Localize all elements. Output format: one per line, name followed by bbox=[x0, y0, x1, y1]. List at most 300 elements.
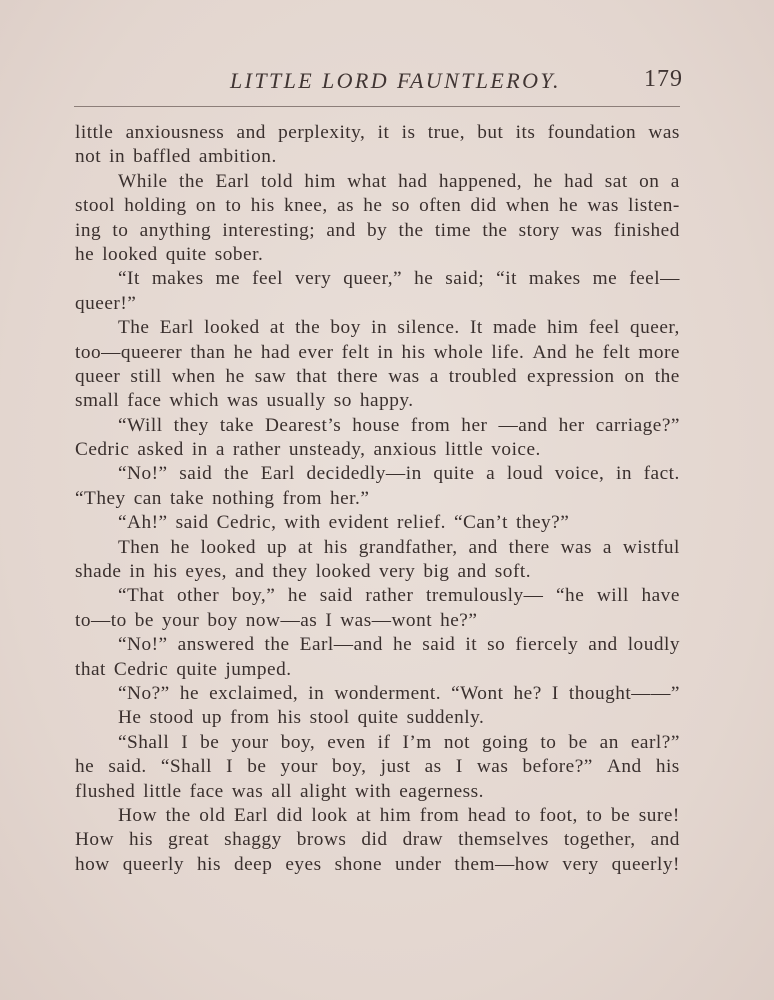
word: evident bbox=[328, 512, 389, 534]
word: he bbox=[414, 268, 434, 290]
word: rather bbox=[232, 439, 281, 461]
word: carriage?” bbox=[595, 414, 680, 436]
word: silence. bbox=[397, 317, 460, 339]
word: can bbox=[133, 487, 162, 509]
word: nothing bbox=[212, 487, 275, 509]
word: its bbox=[515, 122, 536, 143]
word: he bbox=[75, 756, 95, 778]
word: he bbox=[170, 536, 190, 558]
word: It bbox=[469, 317, 483, 339]
word: sat bbox=[604, 170, 628, 192]
word: look bbox=[311, 804, 348, 826]
text-line bbox=[75, 853, 680, 877]
word: still bbox=[130, 365, 162, 387]
word: “it bbox=[496, 268, 517, 290]
word: makes bbox=[151, 268, 204, 290]
word: looked bbox=[102, 243, 158, 265]
word: little bbox=[143, 780, 182, 802]
word: usually bbox=[266, 390, 326, 412]
word: perplexity, bbox=[278, 122, 366, 143]
word: eagerness. bbox=[399, 780, 484, 802]
word: be bbox=[200, 731, 220, 753]
word: voice, bbox=[554, 463, 605, 485]
word: him bbox=[547, 317, 579, 339]
word: and bbox=[457, 561, 487, 583]
text-line bbox=[75, 121, 680, 145]
text-line bbox=[75, 219, 680, 243]
word: said bbox=[175, 512, 209, 534]
word: very bbox=[379, 561, 416, 583]
word: did bbox=[470, 195, 497, 217]
word: have bbox=[641, 585, 680, 607]
word: which bbox=[169, 390, 220, 412]
word: Earl bbox=[233, 804, 269, 826]
word: when bbox=[505, 195, 550, 217]
word: what bbox=[347, 170, 387, 192]
word: his bbox=[196, 853, 221, 875]
word: ambition. bbox=[198, 146, 277, 168]
word: often bbox=[419, 195, 462, 217]
word: “It bbox=[118, 268, 140, 290]
word: he?” bbox=[440, 609, 478, 631]
word: boy, bbox=[280, 731, 316, 753]
word: “That bbox=[118, 585, 165, 607]
word: eyes, bbox=[185, 561, 228, 583]
word: under bbox=[395, 853, 442, 875]
word: a bbox=[670, 170, 680, 192]
word: troubled bbox=[448, 365, 518, 387]
text-line bbox=[75, 389, 680, 413]
word: made bbox=[493, 317, 537, 339]
text-line bbox=[75, 365, 680, 389]
word: me bbox=[592, 268, 618, 290]
word: “Will bbox=[118, 414, 163, 436]
word: “Shall bbox=[118, 731, 170, 753]
word: queer!” bbox=[75, 292, 137, 314]
word: did bbox=[361, 829, 388, 851]
word: foundation bbox=[547, 122, 637, 143]
text-line bbox=[75, 560, 680, 584]
word: in bbox=[191, 439, 208, 461]
word: he bbox=[533, 170, 553, 192]
word: his bbox=[129, 829, 154, 851]
word: told bbox=[260, 170, 293, 192]
word: take bbox=[169, 487, 205, 509]
word: true, bbox=[427, 122, 466, 143]
text-line bbox=[75, 511, 680, 535]
word: alight bbox=[300, 780, 347, 802]
word: And bbox=[532, 341, 568, 363]
word: was—wont bbox=[340, 609, 433, 631]
word: they bbox=[272, 561, 308, 583]
text-line bbox=[75, 706, 680, 730]
word: up bbox=[266, 536, 288, 558]
word: was bbox=[648, 122, 680, 143]
word: I bbox=[551, 682, 559, 704]
word: by bbox=[366, 219, 388, 241]
word: “Can’t bbox=[453, 512, 508, 534]
word: saw bbox=[254, 365, 287, 387]
word: decidedly—in bbox=[306, 463, 422, 485]
word: with bbox=[354, 780, 392, 802]
word: While bbox=[118, 170, 168, 192]
word: I’m bbox=[402, 731, 432, 753]
word: jumped. bbox=[225, 658, 292, 680]
word: old bbox=[199, 804, 226, 826]
word: the bbox=[295, 317, 321, 339]
word: queerly! bbox=[611, 853, 680, 875]
word: how bbox=[75, 853, 110, 875]
word: wonderment. bbox=[334, 682, 442, 704]
word: said; bbox=[445, 268, 485, 290]
word: from bbox=[410, 414, 451, 436]
word: shaggy bbox=[224, 829, 282, 851]
word: the bbox=[398, 219, 424, 241]
text-line bbox=[75, 292, 680, 316]
text-line bbox=[75, 780, 680, 804]
word: so bbox=[333, 390, 352, 412]
word: all bbox=[271, 780, 292, 802]
word: great bbox=[168, 829, 210, 851]
word: interesting; bbox=[222, 219, 316, 241]
word: “No!” bbox=[118, 634, 168, 656]
word: —and bbox=[498, 414, 548, 436]
word: in bbox=[615, 463, 632, 485]
word: was bbox=[587, 195, 619, 217]
word: quite bbox=[176, 658, 218, 680]
word: stood bbox=[149, 707, 194, 729]
word: fact. bbox=[643, 463, 680, 485]
word: happened, bbox=[438, 170, 523, 192]
word: queerly bbox=[122, 853, 185, 875]
word: “Ah!” bbox=[118, 512, 168, 534]
word: eyes bbox=[285, 853, 322, 875]
word: me bbox=[215, 268, 241, 290]
word: his bbox=[323, 536, 348, 558]
word: his bbox=[153, 561, 178, 583]
word: they?” bbox=[515, 512, 570, 534]
word: he bbox=[225, 365, 245, 387]
word: with bbox=[284, 512, 321, 534]
word: in bbox=[308, 682, 325, 704]
text-line bbox=[75, 731, 680, 755]
word: queer,” bbox=[343, 268, 403, 290]
word: was bbox=[560, 536, 593, 558]
word: before?” bbox=[522, 756, 593, 778]
word: in bbox=[129, 561, 146, 583]
word: he bbox=[233, 341, 253, 363]
word: the bbox=[264, 634, 290, 656]
word: your bbox=[161, 609, 200, 631]
word: stool bbox=[75, 195, 115, 217]
word: just bbox=[380, 756, 411, 778]
word: quite bbox=[165, 243, 207, 265]
text-line bbox=[75, 828, 680, 852]
word: baffled bbox=[133, 146, 191, 168]
word: to bbox=[112, 219, 129, 241]
word: was bbox=[231, 780, 264, 802]
word: head bbox=[467, 804, 507, 826]
word: was bbox=[476, 756, 509, 778]
text-line bbox=[75, 267, 680, 291]
word: earl?” bbox=[630, 731, 680, 753]
word: “No!” bbox=[118, 463, 168, 485]
word: foot, bbox=[539, 804, 578, 826]
word: and bbox=[650, 829, 680, 851]
word: he bbox=[75, 243, 95, 265]
word: had bbox=[260, 341, 291, 363]
text-line bbox=[75, 341, 680, 365]
word: not bbox=[75, 146, 102, 168]
text-line bbox=[75, 462, 680, 486]
word: boy bbox=[207, 609, 238, 631]
word: the bbox=[165, 804, 191, 826]
word: that bbox=[75, 658, 106, 680]
word: so bbox=[487, 634, 506, 656]
word: felt bbox=[602, 341, 631, 363]
word: he bbox=[179, 682, 200, 704]
word: than bbox=[190, 341, 226, 363]
word: it bbox=[377, 122, 390, 143]
word: him bbox=[304, 170, 336, 192]
word: sure! bbox=[638, 804, 680, 826]
word: was bbox=[570, 219, 603, 241]
word: is bbox=[401, 122, 416, 143]
text-line bbox=[75, 414, 680, 438]
word: said. bbox=[108, 756, 147, 778]
word: draw bbox=[402, 829, 444, 851]
word: him bbox=[379, 804, 412, 826]
word: boy,” bbox=[231, 585, 276, 607]
word: too—queerer bbox=[75, 341, 183, 363]
word: a bbox=[602, 536, 612, 558]
word: Earl bbox=[215, 170, 250, 192]
word: other bbox=[177, 585, 220, 607]
word: very bbox=[562, 853, 599, 875]
word: going bbox=[481, 731, 529, 753]
word: answered bbox=[177, 634, 255, 656]
word: boy bbox=[330, 317, 361, 339]
text-line bbox=[75, 584, 680, 608]
word: He bbox=[118, 707, 142, 729]
word: quite bbox=[433, 463, 475, 485]
word: grandfather, bbox=[358, 536, 458, 558]
word: “Shall bbox=[160, 756, 213, 778]
word: on bbox=[195, 195, 217, 217]
word: his bbox=[401, 341, 426, 363]
word: themselves bbox=[458, 829, 549, 851]
word: her bbox=[558, 414, 585, 436]
word: a bbox=[215, 439, 225, 461]
word: he bbox=[363, 195, 383, 217]
word: time bbox=[434, 219, 472, 241]
word: Cedric bbox=[75, 439, 130, 461]
word: the bbox=[223, 463, 250, 485]
word: be bbox=[134, 609, 154, 631]
word: expression bbox=[527, 365, 615, 387]
word: Dearest’s bbox=[264, 414, 342, 436]
text-line bbox=[75, 609, 680, 633]
word: as bbox=[424, 756, 442, 778]
text-line bbox=[75, 194, 680, 218]
word: he bbox=[558, 195, 579, 217]
word: anything bbox=[139, 219, 212, 241]
word: How bbox=[75, 829, 114, 851]
word: the bbox=[179, 170, 205, 192]
word: soft. bbox=[494, 561, 532, 583]
word: feel bbox=[588, 317, 620, 339]
word: at bbox=[298, 536, 313, 558]
word: at bbox=[356, 804, 372, 826]
word: anxious bbox=[373, 439, 437, 461]
word: had bbox=[564, 170, 594, 192]
word: that bbox=[296, 365, 328, 387]
word: felt bbox=[341, 341, 370, 363]
word: Earl bbox=[260, 463, 295, 485]
word: be bbox=[568, 731, 588, 753]
word: to—to bbox=[75, 609, 127, 631]
text-line bbox=[75, 658, 680, 682]
word: loudly bbox=[627, 634, 680, 656]
word: and bbox=[235, 561, 265, 583]
word: together, bbox=[563, 829, 636, 851]
word: in bbox=[371, 317, 388, 339]
word: Then bbox=[118, 536, 160, 558]
word: small bbox=[75, 390, 120, 412]
word: and bbox=[326, 219, 356, 241]
word: on bbox=[624, 365, 645, 387]
word: your bbox=[280, 756, 318, 778]
word: “he bbox=[556, 585, 585, 607]
word: but bbox=[477, 122, 504, 143]
text-line bbox=[75, 487, 680, 511]
word: will bbox=[596, 585, 629, 607]
word: house bbox=[352, 414, 400, 436]
word: the bbox=[654, 365, 680, 387]
word: now—as bbox=[245, 609, 318, 631]
text-line bbox=[75, 438, 680, 462]
word: Earl bbox=[159, 317, 194, 339]
word: brows bbox=[296, 829, 347, 851]
text-line bbox=[75, 243, 680, 267]
word: was bbox=[388, 365, 420, 387]
word: little bbox=[75, 122, 114, 143]
word: holding bbox=[124, 195, 187, 217]
text-line bbox=[75, 804, 680, 828]
word: her.” bbox=[329, 487, 370, 509]
word: said bbox=[319, 585, 353, 607]
word: I bbox=[455, 756, 463, 778]
text-line bbox=[75, 755, 680, 779]
word: little bbox=[444, 439, 484, 461]
text-line bbox=[75, 633, 680, 657]
word: his bbox=[655, 756, 680, 778]
word: wistful bbox=[622, 536, 680, 558]
word: to bbox=[586, 804, 603, 826]
word: looked bbox=[204, 317, 260, 339]
word: makes bbox=[528, 268, 581, 290]
word: it bbox=[465, 634, 478, 656]
word: to bbox=[540, 731, 557, 753]
word: fiercely bbox=[515, 634, 579, 656]
word: to bbox=[514, 804, 531, 826]
word: The bbox=[118, 317, 150, 339]
word: “No?” bbox=[118, 682, 170, 704]
word: from bbox=[419, 804, 460, 826]
word: big bbox=[423, 561, 450, 583]
word: take bbox=[219, 414, 254, 436]
word: life. bbox=[491, 341, 525, 363]
word: happy. bbox=[359, 390, 414, 412]
word: I bbox=[226, 756, 234, 778]
word: his bbox=[277, 707, 302, 729]
word: had bbox=[398, 170, 428, 192]
word: suddenly. bbox=[406, 707, 485, 729]
word: tremulously— bbox=[425, 585, 544, 607]
word: listen- bbox=[628, 195, 680, 217]
word: flushed bbox=[75, 780, 136, 802]
word: his bbox=[250, 195, 275, 217]
word: ing bbox=[75, 219, 102, 241]
word: said bbox=[179, 463, 213, 485]
word: anxiousness bbox=[125, 122, 225, 143]
word: whole bbox=[433, 341, 484, 363]
word: even bbox=[327, 731, 366, 753]
text-line bbox=[75, 170, 680, 194]
text-line bbox=[75, 145, 680, 169]
word: Cedric bbox=[113, 658, 169, 680]
word: an bbox=[599, 731, 619, 753]
word: exclaimed, bbox=[209, 682, 299, 704]
word: quite bbox=[357, 707, 399, 729]
word: looked bbox=[200, 536, 257, 558]
word: he? bbox=[513, 682, 542, 704]
word: asked bbox=[137, 439, 184, 461]
word: so bbox=[391, 195, 410, 217]
word: shone bbox=[334, 853, 383, 875]
word: And bbox=[606, 756, 642, 778]
word: Earl—and bbox=[299, 634, 383, 656]
word: if bbox=[377, 731, 391, 753]
word: I bbox=[325, 609, 333, 631]
word: her bbox=[461, 414, 488, 436]
word: finished bbox=[613, 219, 680, 241]
word: in bbox=[109, 146, 126, 168]
word: queer, bbox=[630, 317, 680, 339]
word: “They bbox=[75, 487, 126, 509]
word: from bbox=[230, 707, 270, 729]
word: deep bbox=[233, 853, 273, 875]
body-text bbox=[75, 121, 680, 877]
word: ever bbox=[298, 341, 334, 363]
word: did bbox=[276, 804, 303, 826]
word: a bbox=[486, 463, 496, 485]
word: in bbox=[377, 341, 394, 363]
word: on bbox=[639, 170, 660, 192]
word: and bbox=[236, 122, 266, 143]
word: your bbox=[231, 731, 269, 753]
text-line bbox=[75, 682, 680, 706]
word: feel bbox=[252, 268, 283, 290]
word: I bbox=[181, 731, 189, 753]
word: feel— bbox=[629, 268, 680, 290]
running-title: LITTLE LORD FAUNTLEROY. bbox=[230, 68, 561, 93]
word: looked bbox=[315, 561, 372, 583]
word: he bbox=[575, 341, 595, 363]
word: when bbox=[171, 365, 216, 387]
word: thought——” bbox=[568, 682, 680, 704]
word: be bbox=[247, 756, 267, 778]
